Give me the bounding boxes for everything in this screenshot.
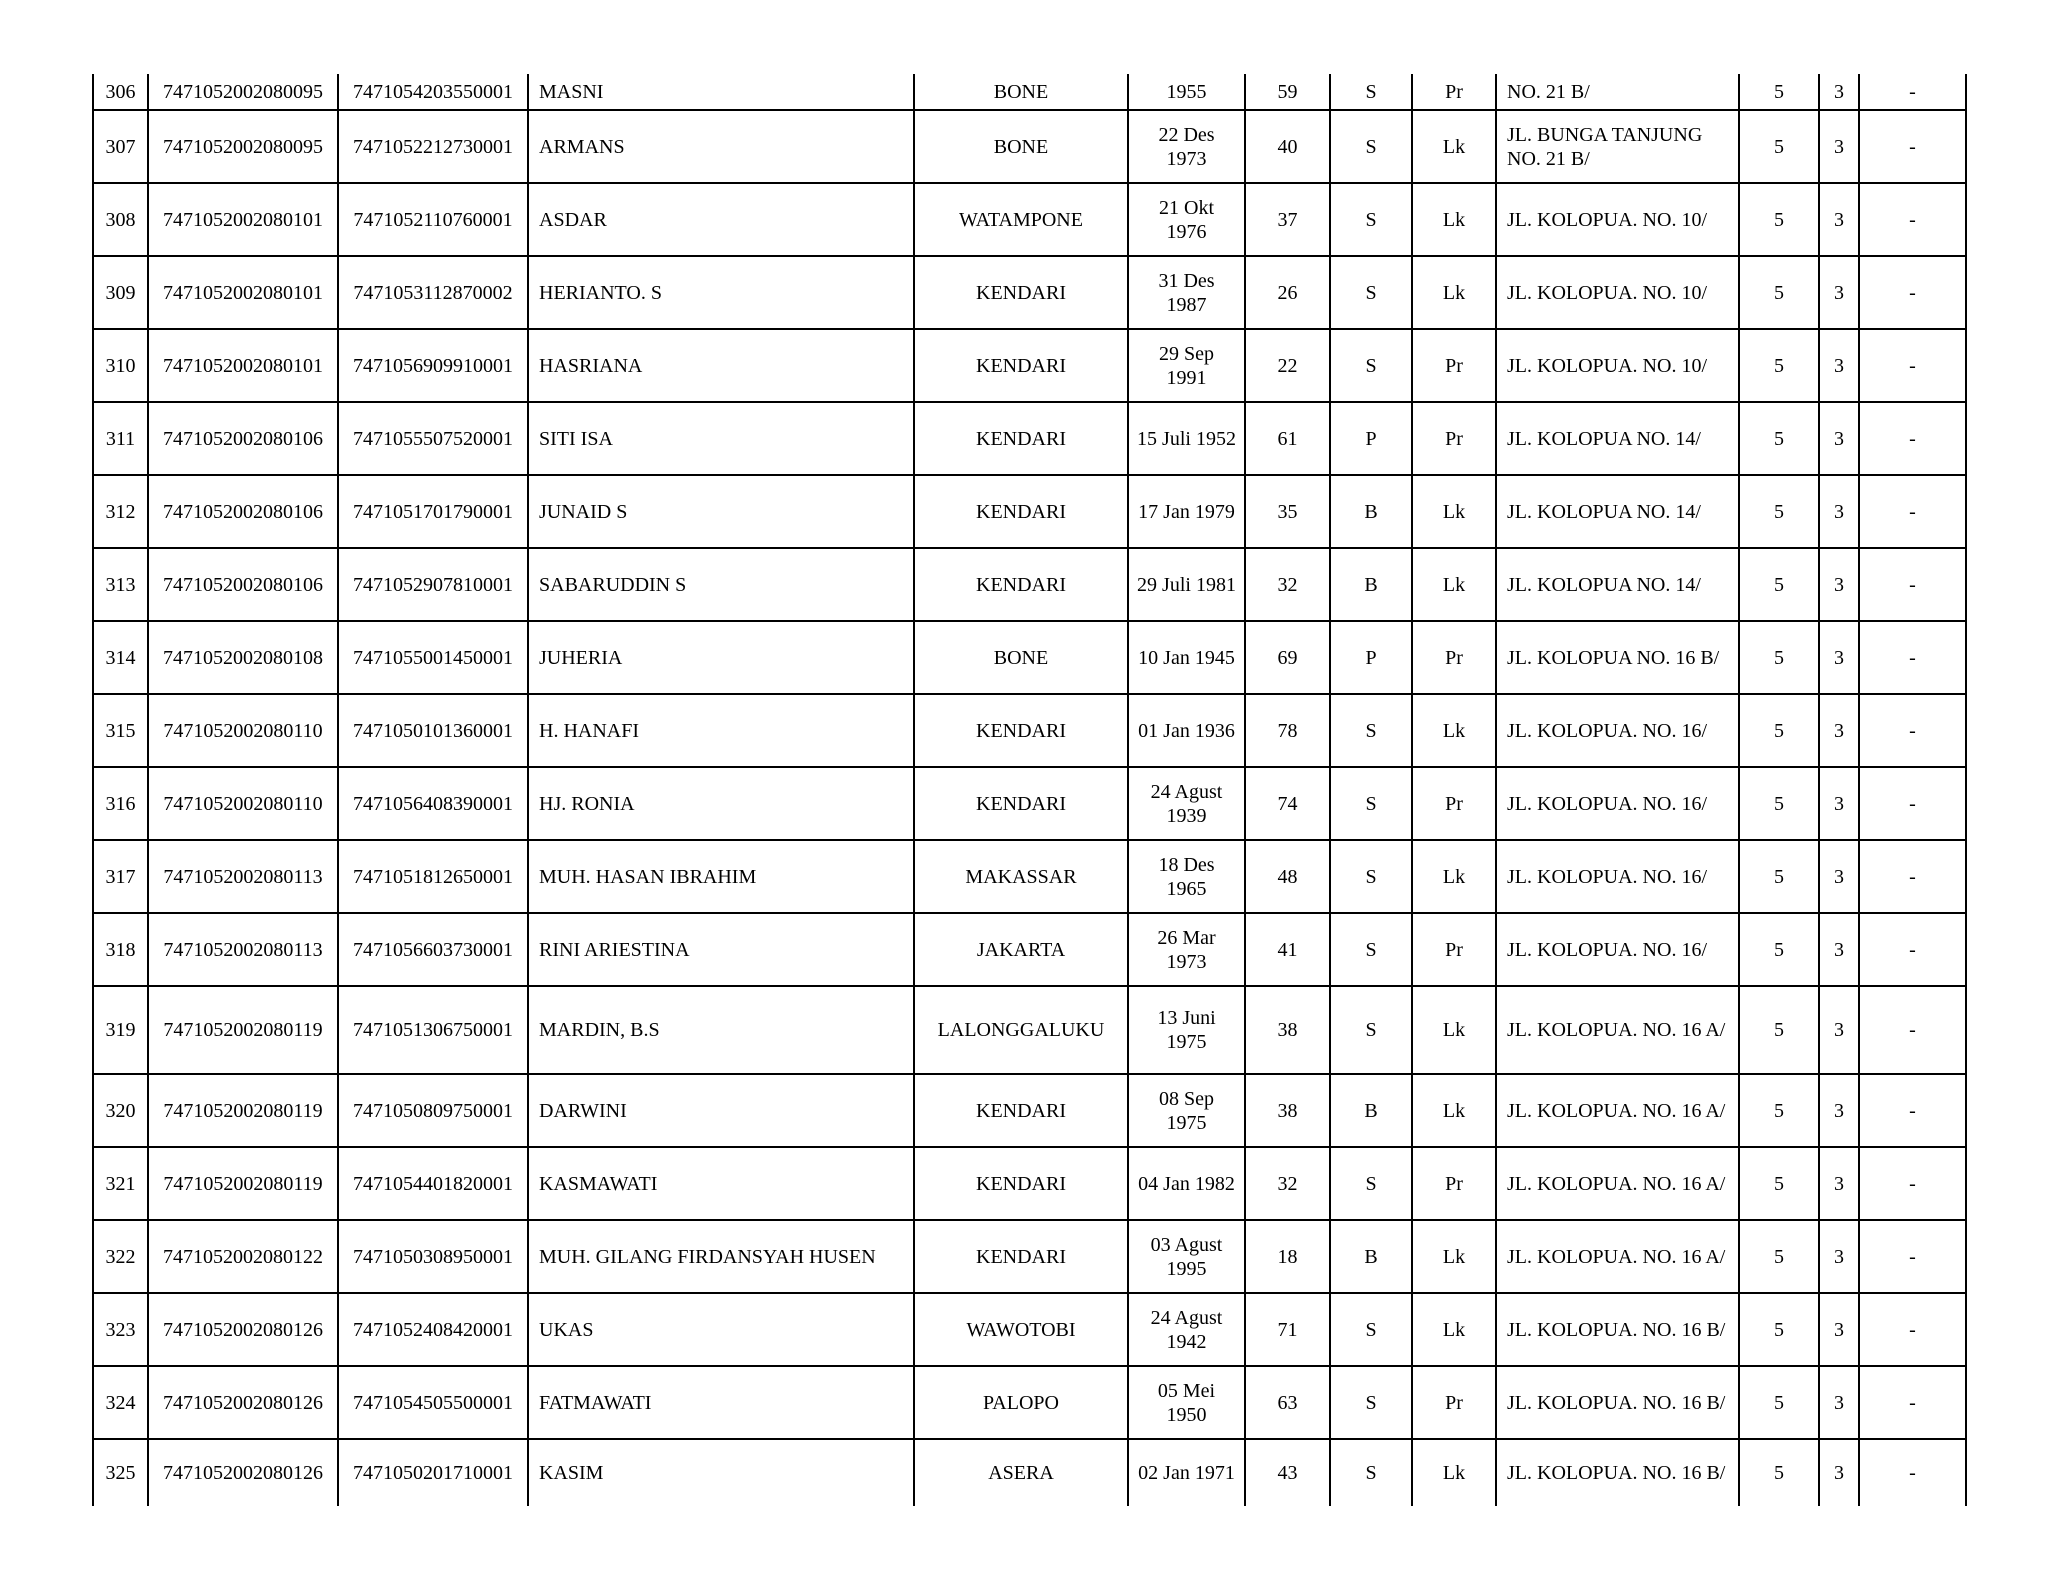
row-number-cell: 320 [93,1074,148,1147]
rt-cell: 5 [1739,840,1819,913]
national-id-number-cell: 7471051701790001 [338,475,528,548]
national-id-number-cell: 7471054505500001 [338,1366,528,1439]
rw-cell: 3 [1819,1293,1859,1366]
marital-status-cell: S [1330,1147,1412,1220]
family-card-number-cell: 7471052002080110 [148,694,338,767]
national-id-number-cell: 7471052110760001 [338,183,528,256]
national-id-number-cell: 7471050101360001 [338,694,528,767]
gender-cell: Lk [1412,110,1496,183]
family-card-number-cell: 7471052002080106 [148,402,338,475]
row-number-cell: 311 [93,402,148,475]
age-cell: 74 [1245,767,1330,840]
note-cell: - [1859,548,1966,621]
birth-date-cell: 22 Des 1973 [1128,110,1245,183]
birthplace-cell: KENDARI [914,1220,1128,1293]
row-number-cell: 308 [93,183,148,256]
birthplace-cell: KENDARI [914,767,1128,840]
address-cell: JL. KOLOPUA NO. 14/ [1496,402,1739,475]
name-cell: UKAS [528,1293,914,1366]
row-number-cell: 317 [93,840,148,913]
gender-cell: Lk [1412,475,1496,548]
rt-cell: 5 [1739,1074,1819,1147]
national-id-number-cell: 7471050308950001 [338,1220,528,1293]
rw-cell: 3 [1819,694,1859,767]
age-cell: 35 [1245,475,1330,548]
birthplace-cell: BONE [914,74,1128,110]
marital-status-cell: S [1330,913,1412,986]
gender-cell: Lk [1412,840,1496,913]
rt-cell: 5 [1739,1366,1819,1439]
table-row [93,256,1966,329]
table-row [93,986,1966,1074]
birth-date-cell: 17 Jan 1979 [1128,475,1245,548]
age-cell: 71 [1245,1293,1330,1366]
table-row [93,1074,1966,1147]
rw-cell: 3 [1819,1220,1859,1293]
note-cell: - [1859,1074,1966,1147]
age-cell: 32 [1245,548,1330,621]
age-cell: 40 [1245,110,1330,183]
age-cell: 41 [1245,913,1330,986]
address-cell: JL. KOLOPUA. NO. 16/ [1496,913,1739,986]
birthplace-cell: KENDARI [914,256,1128,329]
name-cell: MARDIN, B.S [528,986,914,1074]
gender-cell: Lk [1412,548,1496,621]
note-cell: - [1859,1147,1966,1220]
address-cell: JL. KOLOPUA. NO. 16/ [1496,694,1739,767]
rt-cell: 5 [1739,913,1819,986]
marital-status-cell: S [1330,1439,1412,1506]
address-cell: JL. KOLOPUA. NO. 16 A/ [1496,1220,1739,1293]
birth-date-cell: 03 Agust 1995 [1128,1220,1245,1293]
note-cell: - [1859,74,1966,110]
rw-cell: 3 [1819,475,1859,548]
row-number-cell: 312 [93,475,148,548]
birthplace-cell: BONE [914,621,1128,694]
note-cell: - [1859,621,1966,694]
name-cell: SITI ISA [528,402,914,475]
rt-cell: 5 [1739,74,1819,110]
table-row [93,329,1966,402]
marital-status-cell: S [1330,1366,1412,1439]
address-cell: JL. KOLOPUA. NO. 16 A/ [1496,1074,1739,1147]
table-row [93,548,1966,621]
address-cell: JL. KOLOPUA. NO. 16 B/ [1496,1439,1739,1506]
rw-cell: 3 [1819,110,1859,183]
address-cell: JL. KOLOPUA. NO. 16 B/ [1496,1293,1739,1366]
row-number-cell: 307 [93,110,148,183]
marital-status-cell: S [1330,840,1412,913]
birth-date-cell: 31 Des 1987 [1128,256,1245,329]
age-cell: 78 [1245,694,1330,767]
national-id-number-cell: 7471055001450001 [338,621,528,694]
gender-cell: Lk [1412,1439,1496,1506]
gender-cell: Lk [1412,1074,1496,1147]
family-card-number-cell: 7471052002080095 [148,110,338,183]
national-id-number-cell: 7471050809750001 [338,1074,528,1147]
gender-cell: Lk [1412,986,1496,1074]
birth-date-cell: 04 Jan 1982 [1128,1147,1245,1220]
marital-status-cell: S [1330,694,1412,767]
marital-status-cell: S [1330,1293,1412,1366]
address-cell: JL. KOLOPUA. NO. 10/ [1496,256,1739,329]
birthplace-cell: BONE [914,110,1128,183]
rt-cell: 5 [1739,110,1819,183]
birth-date-cell: 05 Mei 1950 [1128,1366,1245,1439]
birth-date-cell: 18 Des 1965 [1128,840,1245,913]
family-card-number-cell: 7471052002080106 [148,548,338,621]
row-number-cell: 318 [93,913,148,986]
national-id-number-cell: 7471052408420001 [338,1293,528,1366]
address-cell: JL. KOLOPUA NO. 14/ [1496,475,1739,548]
birth-date-cell: 24 Agust 1939 [1128,767,1245,840]
table-row [93,1220,1966,1293]
marital-status-cell: S [1330,110,1412,183]
national-id-number-cell: 7471054401820001 [338,1147,528,1220]
marital-status-cell: B [1330,475,1412,548]
address-cell: JL. KOLOPUA NO. 14/ [1496,548,1739,621]
table-row [93,621,1966,694]
birthplace-cell: MAKASSAR [914,840,1128,913]
table-row [93,110,1966,183]
marital-status-cell: B [1330,548,1412,621]
gender-cell: Pr [1412,621,1496,694]
rw-cell: 3 [1819,256,1859,329]
table-row [93,1293,1966,1366]
note-cell: - [1859,475,1966,548]
family-card-number-cell: 7471052002080126 [148,1293,338,1366]
row-number-cell: 309 [93,256,148,329]
table-row [93,1147,1966,1220]
birth-date-cell: 29 Sep 1991 [1128,329,1245,402]
family-card-number-cell: 7471052002080113 [148,913,338,986]
name-cell: MUH. HASAN IBRAHIM [528,840,914,913]
birthplace-cell: KENDARI [914,329,1128,402]
birth-date-cell: 02 Jan 1971 [1128,1439,1245,1506]
row-number-cell: 319 [93,986,148,1074]
national-id-number-cell: 7471056909910001 [338,329,528,402]
birthplace-cell: KENDARI [914,402,1128,475]
row-number-cell: 321 [93,1147,148,1220]
note-cell: - [1859,110,1966,183]
age-cell: 22 [1245,329,1330,402]
family-card-number-cell: 7471052002080106 [148,475,338,548]
gender-cell: Lk [1412,1293,1496,1366]
table-row [93,475,1966,548]
birthplace-cell: PALOPO [914,1366,1128,1439]
birthplace-cell: KENDARI [914,1147,1128,1220]
national-id-number-cell: 7471052212730001 [338,110,528,183]
row-number-cell: 315 [93,694,148,767]
note-cell: - [1859,767,1966,840]
national-id-number-cell: 7471056603730001 [338,913,528,986]
row-number-cell: 316 [93,767,148,840]
note-cell: - [1859,402,1966,475]
family-card-number-cell: 7471052002080119 [148,1147,338,1220]
row-number-cell: 324 [93,1366,148,1439]
family-card-number-cell: 7471052002080101 [148,256,338,329]
rw-cell: 3 [1819,183,1859,256]
age-cell: 59 [1245,74,1330,110]
marital-status-cell: P [1330,621,1412,694]
birth-date-cell: 08 Sep 1975 [1128,1074,1245,1147]
table-row [93,913,1966,986]
birth-date-cell: 21 Okt 1976 [1128,183,1245,256]
rt-cell: 5 [1739,694,1819,767]
gender-cell: Pr [1412,329,1496,402]
row-number-cell: 325 [93,1439,148,1506]
age-cell: 32 [1245,1147,1330,1220]
address-cell: JL. KOLOPUA. NO. 16 A/ [1496,986,1739,1074]
address-cell: JL. KOLOPUA. NO. 10/ [1496,183,1739,256]
gender-cell: Pr [1412,913,1496,986]
family-card-number-cell: 7471052002080110 [148,767,338,840]
address-cell: JL. KOLOPUA NO. 16 B/ [1496,621,1739,694]
marital-status-cell: S [1330,329,1412,402]
note-cell: - [1859,913,1966,986]
age-cell: 61 [1245,402,1330,475]
age-cell: 26 [1245,256,1330,329]
national-id-number-cell: 7471052907810001 [338,548,528,621]
birth-date-cell: 24 Agust 1942 [1128,1293,1245,1366]
rt-cell: 5 [1739,475,1819,548]
address-cell: JL. KOLOPUA. NO. 16 B/ [1496,1366,1739,1439]
birthplace-cell: JAKARTA [914,913,1128,986]
gender-cell: Lk [1412,183,1496,256]
birth-date-cell: 13 Juni 1975 [1128,986,1245,1074]
row-number-cell: 313 [93,548,148,621]
rw-cell: 3 [1819,621,1859,694]
name-cell: MASNI [528,74,914,110]
national-id-number-cell: 7471051306750001 [338,986,528,1074]
rw-cell: 3 [1819,548,1859,621]
family-card-number-cell: 7471052002080101 [148,183,338,256]
rt-cell: 5 [1739,1293,1819,1366]
address-cell: JL. KOLOPUA. NO. 16/ [1496,840,1739,913]
national-id-number-cell: 7471055507520001 [338,402,528,475]
gender-cell: Pr [1412,1366,1496,1439]
note-cell: - [1859,840,1966,913]
birthplace-cell: LALONGGALUKU [914,986,1128,1074]
address-cell: NO. 21 B/ [1496,74,1739,110]
gender-cell: Pr [1412,767,1496,840]
age-cell: 38 [1245,1074,1330,1147]
age-cell: 37 [1245,183,1330,256]
rt-cell: 5 [1739,1147,1819,1220]
name-cell: HASRIANA [528,329,914,402]
note-cell: - [1859,1293,1966,1366]
rt-cell: 5 [1739,183,1819,256]
birthplace-cell: KENDARI [914,1074,1128,1147]
birth-date-cell: 29 Juli 1981 [1128,548,1245,621]
table-row [93,1439,1966,1506]
name-cell: KASMAWATI [528,1147,914,1220]
note-cell: - [1859,1439,1966,1506]
birth-date-cell: 26 Mar 1973 [1128,913,1245,986]
family-card-number-cell: 7471052002080095 [148,74,338,110]
rw-cell: 3 [1819,74,1859,110]
age-cell: 38 [1245,986,1330,1074]
name-cell: DARWINI [528,1074,914,1147]
family-card-number-cell: 7471052002080101 [148,329,338,402]
rw-cell: 3 [1819,986,1859,1074]
note-cell: - [1859,1220,1966,1293]
note-cell: - [1859,183,1966,256]
gender-cell: Lk [1412,256,1496,329]
rt-cell: 5 [1739,402,1819,475]
table-row [93,1366,1966,1439]
birthplace-cell: KENDARI [914,548,1128,621]
table-row [93,74,1966,110]
rw-cell: 3 [1819,1439,1859,1506]
family-card-number-cell: 7471052002080126 [148,1366,338,1439]
rt-cell: 5 [1739,621,1819,694]
table-body [93,74,1966,1506]
age-cell: 69 [1245,621,1330,694]
rw-cell: 3 [1819,1074,1859,1147]
national-id-number-cell: 7471051812650001 [338,840,528,913]
birthplace-cell: KENDARI [914,694,1128,767]
age-cell: 63 [1245,1366,1330,1439]
rt-cell: 5 [1739,548,1819,621]
marital-status-cell: B [1330,1220,1412,1293]
age-cell: 18 [1245,1220,1330,1293]
rw-cell: 3 [1819,913,1859,986]
rt-cell: 5 [1739,329,1819,402]
address-cell: JL. KOLOPUA. NO. 16/ [1496,767,1739,840]
row-number-cell: 306 [93,74,148,110]
row-number-cell: 322 [93,1220,148,1293]
family-card-number-cell: 7471052002080113 [148,840,338,913]
name-cell: JUNAID S [528,475,914,548]
national-id-number-cell: 7471056408390001 [338,767,528,840]
marital-status-cell: S [1330,256,1412,329]
name-cell: MUH. GILANG FIRDANSYAH HUSEN [528,1220,914,1293]
rt-cell: 5 [1739,767,1819,840]
name-cell: SABARUDDIN S [528,548,914,621]
marital-status-cell: S [1330,183,1412,256]
marital-status-cell: B [1330,1074,1412,1147]
name-cell: HERIANTO. S [528,256,914,329]
table-row [93,694,1966,767]
address-cell: JL. BUNGA TANJUNG NO. 21 B/ [1496,110,1739,183]
marital-status-cell: S [1330,986,1412,1074]
rw-cell: 3 [1819,1366,1859,1439]
table-row [93,402,1966,475]
name-cell: ARMANS [528,110,914,183]
birthplace-cell: WAWOTOBI [914,1293,1128,1366]
birthplace-cell: WATAMPONE [914,183,1128,256]
voter-list-table [92,74,1967,1506]
name-cell: JUHERIA [528,621,914,694]
age-cell: 43 [1245,1439,1330,1506]
national-id-number-cell: 7471053112870002 [338,256,528,329]
birth-date-cell: 15 Juli 1952 [1128,402,1245,475]
table-row [93,840,1966,913]
rw-cell: 3 [1819,402,1859,475]
table-row [93,183,1966,256]
address-cell: JL. KOLOPUA. NO. 16 A/ [1496,1147,1739,1220]
row-number-cell: 323 [93,1293,148,1366]
gender-cell: Lk [1412,694,1496,767]
birth-date-cell: 10 Jan 1945 [1128,621,1245,694]
note-cell: - [1859,694,1966,767]
rt-cell: 5 [1739,256,1819,329]
gender-cell: Pr [1412,74,1496,110]
note-cell: - [1859,329,1966,402]
national-id-number-cell: 7471054203550001 [338,74,528,110]
rt-cell: 5 [1739,1439,1819,1506]
rw-cell: 3 [1819,1147,1859,1220]
gender-cell: Pr [1412,402,1496,475]
family-card-number-cell: 7471052002080122 [148,1220,338,1293]
table-row [93,767,1966,840]
name-cell: KASIM [528,1439,914,1506]
family-card-number-cell: 7471052002080119 [148,986,338,1074]
marital-status-cell: S [1330,767,1412,840]
name-cell: FATMAWATI [528,1366,914,1439]
name-cell: H. HANAFI [528,694,914,767]
note-cell: - [1859,256,1966,329]
marital-status-cell: P [1330,402,1412,475]
birthplace-cell: ASERA [914,1439,1128,1506]
family-card-number-cell: 7471052002080126 [148,1439,338,1506]
birth-date-cell: 01 Jan 1936 [1128,694,1245,767]
gender-cell: Lk [1412,1220,1496,1293]
name-cell: RINI ARIESTINA [528,913,914,986]
birth-date-cell: 1955 [1128,74,1245,110]
age-cell: 48 [1245,840,1330,913]
birthplace-cell: KENDARI [914,475,1128,548]
rw-cell: 3 [1819,767,1859,840]
national-id-number-cell: 7471050201710001 [338,1439,528,1506]
rw-cell: 3 [1819,840,1859,913]
row-number-cell: 310 [93,329,148,402]
note-cell: - [1859,986,1966,1074]
rw-cell: 3 [1819,329,1859,402]
name-cell: ASDAR [528,183,914,256]
rt-cell: 5 [1739,986,1819,1074]
family-card-number-cell: 7471052002080119 [148,1074,338,1147]
marital-status-cell: S [1330,74,1412,110]
note-cell: - [1859,1366,1966,1439]
name-cell: HJ. RONIA [528,767,914,840]
gender-cell: Pr [1412,1147,1496,1220]
row-number-cell: 314 [93,621,148,694]
address-cell: JL. KOLOPUA. NO. 10/ [1496,329,1739,402]
rt-cell: 5 [1739,1220,1819,1293]
family-card-number-cell: 7471052002080108 [148,621,338,694]
